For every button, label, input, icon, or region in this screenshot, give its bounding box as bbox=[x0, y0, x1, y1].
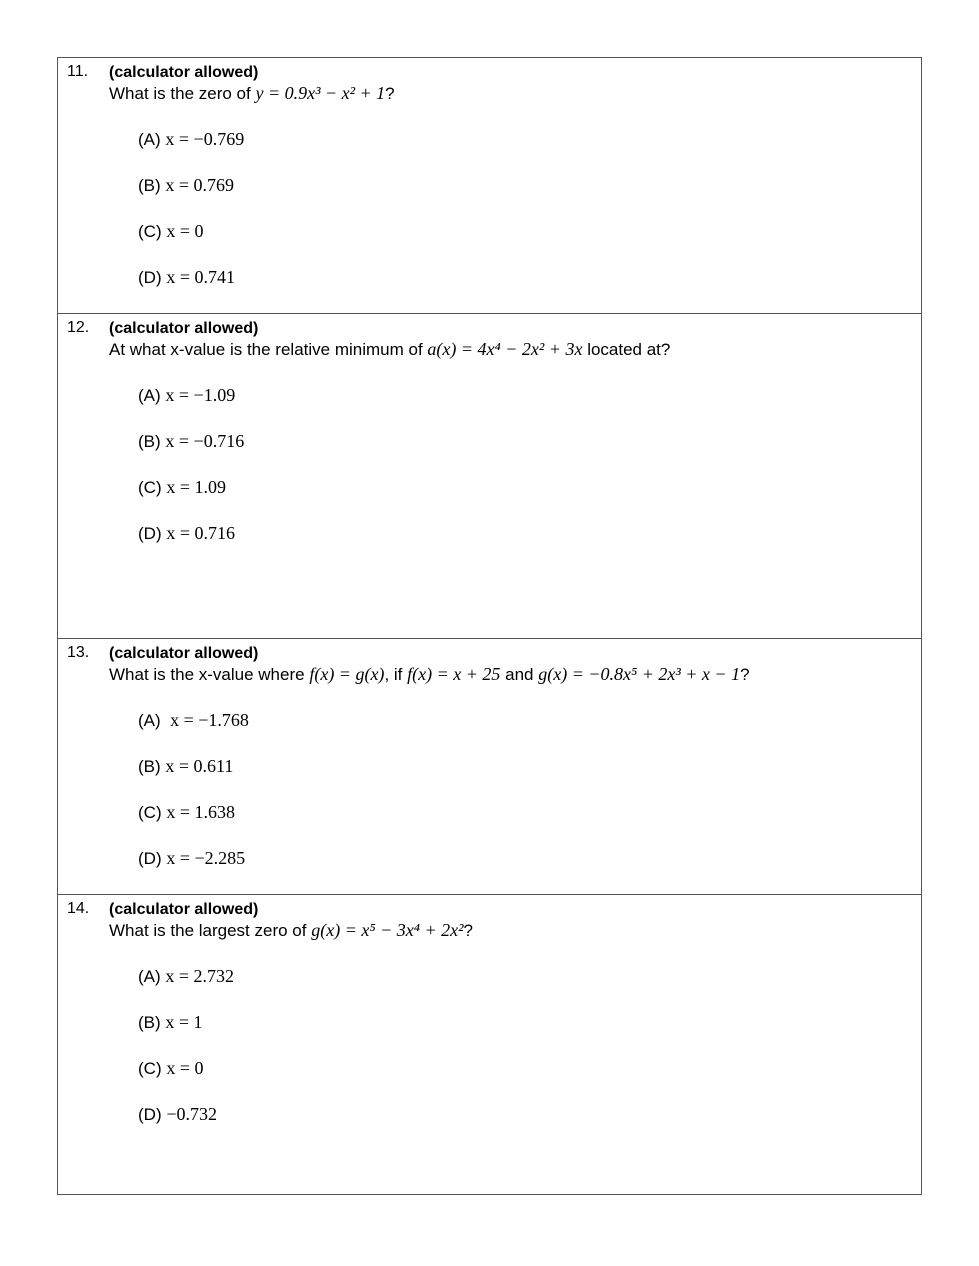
stem-end: ? bbox=[463, 921, 473, 940]
stem-text: What is the x-value where bbox=[109, 665, 305, 684]
question-body bbox=[109, 900, 911, 1149]
question-body bbox=[109, 319, 911, 568]
choice-label: (A) bbox=[138, 386, 161, 405]
choice-label: (D) bbox=[138, 524, 162, 543]
stem-math: y = 0.9x³ − x² + 1 bbox=[255, 83, 386, 103]
choice-label: (B) bbox=[138, 432, 161, 451]
choice-math: x = −0.769 bbox=[165, 129, 245, 149]
question-body bbox=[109, 63, 911, 312]
question-11 bbox=[58, 58, 921, 313]
choice-a[interactable] bbox=[138, 128, 911, 174]
answer-choices bbox=[138, 709, 911, 893]
choice-math: x = 1.09 bbox=[166, 477, 226, 497]
choice-math: x = −0.716 bbox=[165, 431, 245, 451]
choice-label: (A) bbox=[138, 711, 161, 730]
choice-label: (B) bbox=[138, 176, 161, 195]
choice-math: x = 1 bbox=[165, 1012, 203, 1032]
question-note: (calculator allowed) bbox=[109, 64, 259, 81]
question-12 bbox=[58, 313, 921, 638]
question-note: (calculator allowed) bbox=[109, 645, 259, 662]
choice-math: x = −1.09 bbox=[165, 385, 236, 405]
choice-label: (C) bbox=[138, 478, 162, 497]
stem-mid-and: and bbox=[505, 665, 534, 684]
stem-end: ? bbox=[385, 84, 395, 103]
question-body bbox=[109, 644, 911, 893]
choice-a[interactable] bbox=[138, 384, 911, 430]
stem-mid: , if bbox=[384, 665, 403, 684]
choice-math: x = 0 bbox=[166, 221, 204, 241]
question-number: 14. bbox=[67, 900, 90, 917]
choice-a[interactable] bbox=[138, 709, 911, 755]
choice-label: (C) bbox=[138, 803, 162, 822]
choice-math: x = 0.611 bbox=[165, 756, 234, 776]
choice-label: (B) bbox=[138, 757, 161, 776]
question-note: (calculator allowed) bbox=[109, 320, 259, 337]
choice-label: (C) bbox=[138, 222, 162, 241]
stem-end: located at? bbox=[587, 340, 671, 359]
answer-choices bbox=[138, 965, 911, 1149]
choice-b[interactable] bbox=[138, 755, 911, 801]
choice-math: x = 0.769 bbox=[165, 175, 235, 195]
choice-d[interactable] bbox=[138, 522, 911, 568]
question-stem bbox=[109, 919, 911, 942]
answer-choices bbox=[138, 384, 911, 568]
stem-math-g: g(x) = −0.8x⁵ + 2x³ + x − 1 bbox=[538, 664, 741, 684]
stem-end: ? bbox=[740, 665, 750, 684]
choice-label: (D) bbox=[138, 268, 162, 287]
choice-c[interactable] bbox=[138, 801, 911, 847]
answer-choices bbox=[138, 128, 911, 312]
choice-d[interactable] bbox=[138, 266, 911, 312]
question-number: 12. bbox=[67, 319, 90, 336]
choice-label: (B) bbox=[138, 1013, 161, 1032]
stem-math: f(x) = g(x) bbox=[309, 664, 385, 684]
choice-math: x = 0 bbox=[166, 1058, 204, 1078]
choice-d[interactable] bbox=[138, 847, 911, 893]
choice-c[interactable] bbox=[138, 1057, 911, 1103]
question-stem bbox=[109, 663, 911, 686]
question-stem bbox=[109, 82, 911, 105]
choice-math: x = 0.716 bbox=[166, 523, 235, 543]
choice-math: x = −1.768 bbox=[170, 710, 249, 730]
choice-b[interactable] bbox=[138, 430, 911, 476]
stem-math: a(x) = 4x⁴ − 2x² + 3x bbox=[427, 339, 583, 359]
choice-label: (A) bbox=[138, 967, 161, 986]
choice-label: (C) bbox=[138, 1059, 162, 1078]
choice-math: x = 1.638 bbox=[166, 802, 235, 822]
question-13 bbox=[58, 638, 921, 894]
choice-math: x = 0.741 bbox=[166, 267, 235, 287]
choice-math: x = −2.285 bbox=[166, 848, 246, 868]
question-14 bbox=[58, 894, 921, 1194]
stem-math-f: f(x) = x + 25 bbox=[407, 664, 501, 684]
choice-c[interactable] bbox=[138, 476, 911, 522]
question-number: 11. bbox=[67, 63, 89, 80]
choice-label: (D) bbox=[138, 1105, 162, 1124]
stem-text: What is the largest zero of bbox=[109, 921, 307, 940]
choice-d[interactable] bbox=[138, 1103, 911, 1149]
question-table bbox=[57, 57, 922, 1195]
choice-b[interactable] bbox=[138, 174, 911, 220]
question-note: (calculator allowed) bbox=[109, 901, 259, 918]
stem-math: g(x) = x⁵ − 3x⁴ + 2x² bbox=[311, 920, 464, 940]
choice-label: (D) bbox=[138, 849, 162, 868]
choice-label: (A) bbox=[138, 130, 161, 149]
choice-math: x = 2.732 bbox=[165, 966, 235, 986]
question-stem bbox=[109, 338, 911, 361]
choice-c[interactable] bbox=[138, 220, 911, 266]
choice-math: −0.732 bbox=[166, 1104, 217, 1124]
choice-b[interactable] bbox=[138, 1011, 911, 1057]
choice-a[interactable] bbox=[138, 965, 911, 1011]
stem-text: At what x-value is the relative minimum of bbox=[109, 340, 423, 359]
stem-text: What is the zero of bbox=[109, 84, 251, 103]
question-number: 13. bbox=[67, 644, 90, 661]
